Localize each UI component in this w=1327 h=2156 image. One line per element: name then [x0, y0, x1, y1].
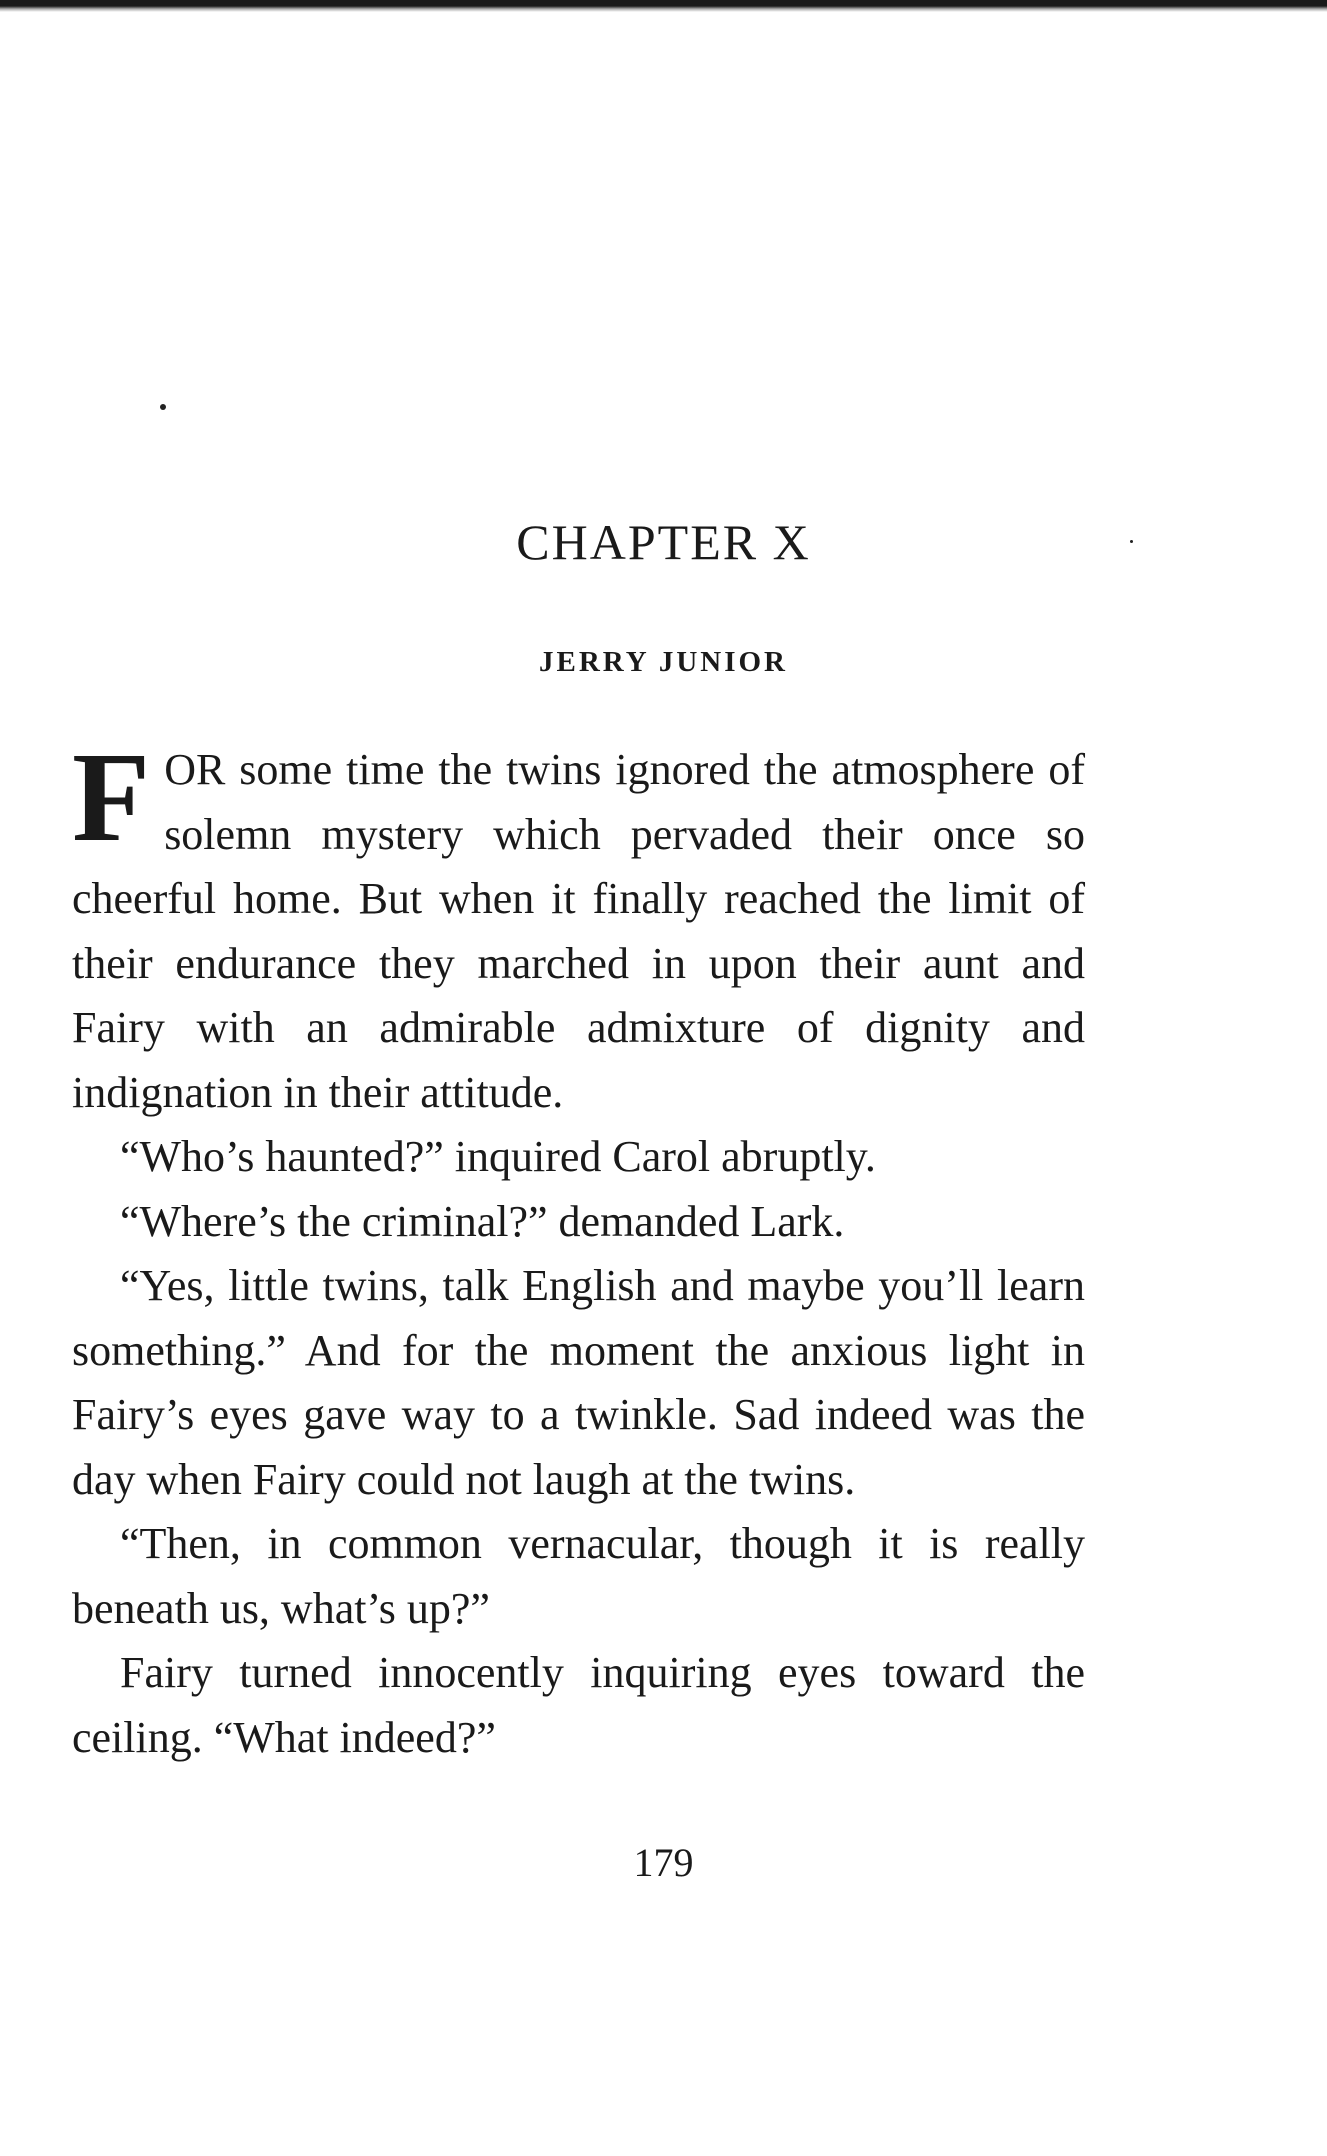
- paragraph: “Yes, little twins, talk English and maybe you’ll learn something.” And for the moment the anxious light in Fairy’s eyes gave way to a twinkle. Sad indeed was the day when Fairy could not laugh at the twins.: [72, 1261, 1085, 1504]
- top-edge-rule: [0, 0, 1327, 12]
- page-number: 179: [633, 1840, 694, 1885]
- chapter-subtitle: JERRY JUNIOR: [539, 646, 788, 678]
- chapter-body: [72, 726, 1085, 1770]
- chapter-title: CHAPTER X: [516, 514, 811, 570]
- paragraph: “Where’s the criminal?” demanded Lark.: [120, 1196, 845, 1246]
- paragraph: “Who’s haunted?” inquired Carol abruptly.: [120, 1132, 876, 1181]
- paragraph-text: OR some time the twins ignored the atmosphere of solemn mystery which pervaded their once so cheerful home. But when it finally reached the limit of their endurance they marched in upon their aunt and Fairy with an admirable admixture of dignity and indignation in their attitude.: [72, 745, 1085, 1117]
- opening-paragraph: [72, 726, 1085, 1125]
- drop-cap: F: [72, 726, 151, 868]
- paragraph: “Then, in common vernacular, though it is really beneath us, what’s up?”: [72, 1519, 1085, 1633]
- print-speck: [160, 404, 166, 410]
- paragraph: Fairy turned innocently inquiring eyes toward the ceiling. “What indeed?”: [72, 1648, 1085, 1762]
